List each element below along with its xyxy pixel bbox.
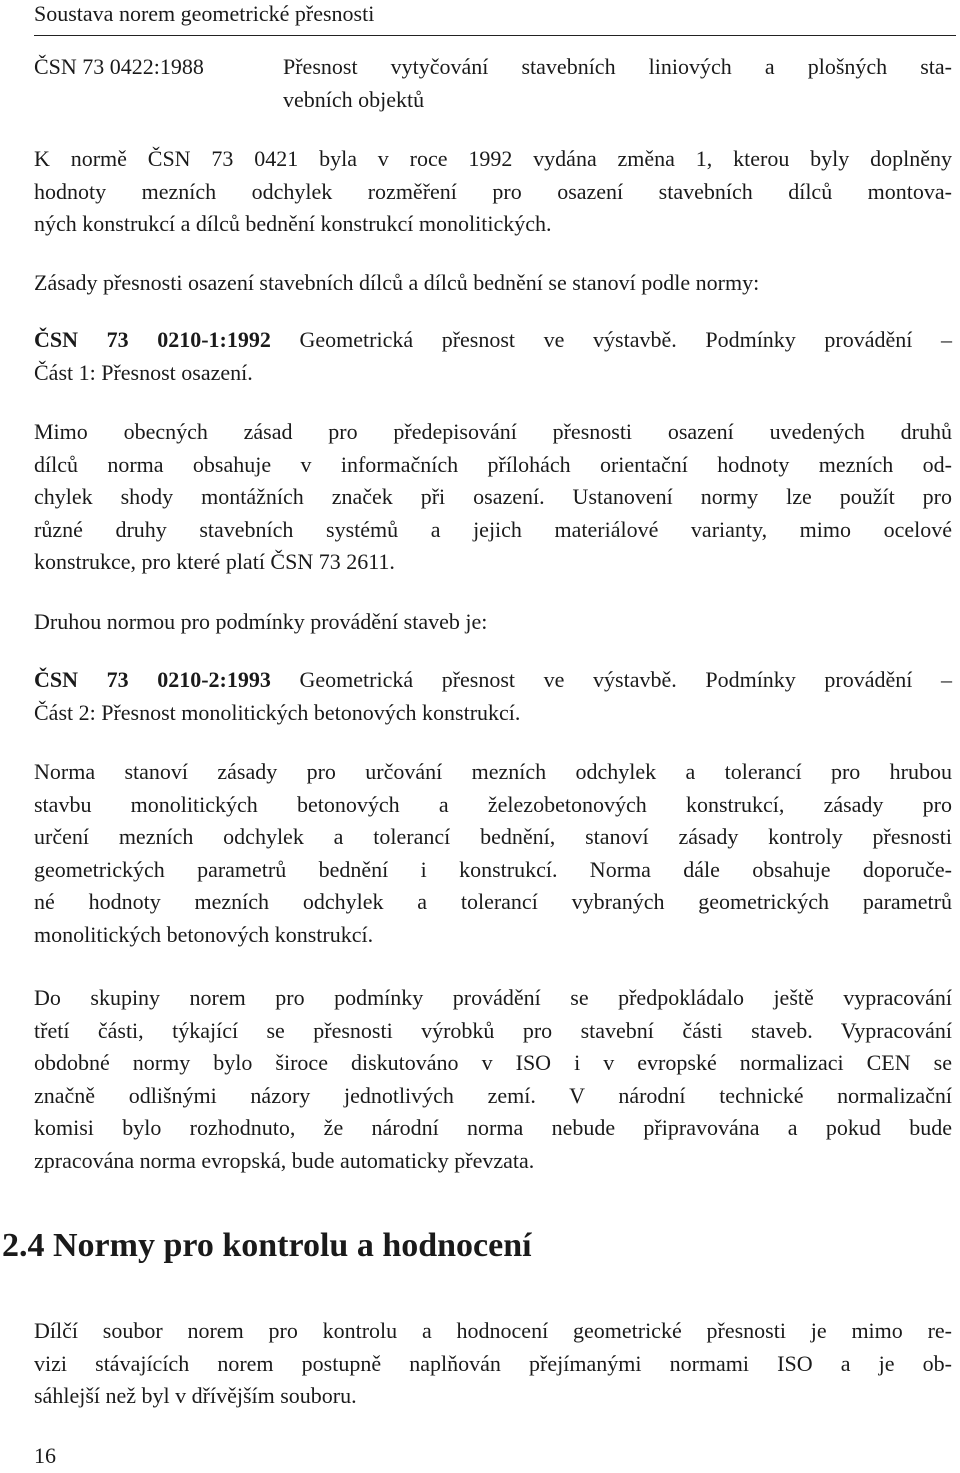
text-line: konstrukce, pro které platí ČSN 73 2611.: [34, 549, 395, 574]
standard-ref-line: Část 1: Přesnost osazení.: [34, 359, 253, 385]
text-line: Norma stanoví zásady pro určování mezních odchylek a tolerancí pro hrubou: [34, 759, 952, 784]
paragraph-control-standards: [34, 1315, 952, 1413]
text-line: chylek shody montážních značek při osazení. Ustanovení normy lze použít pro: [34, 484, 952, 509]
text-line: hodnoty mezních odchylek rozměření pro osazení stavebních dílců montova-: [34, 178, 952, 204]
standard-title-line: vebních objektů: [283, 86, 425, 112]
text-line: stavbu monolitických betonových a železobetonových konstrukcí, zásady pro: [34, 791, 952, 817]
standard-ref-line: [34, 324, 952, 357]
standard-ref-code: ČSN 73 0210-2:1993: [34, 667, 271, 692]
standard-ref-code: ČSN 73 0210-1:1992: [34, 327, 271, 352]
text-line: Mimo obecných zásad pro předepisování přesnosti osazení uvedených druhů: [34, 419, 952, 444]
text-line: Do skupiny norem pro podmínky provádění se předpokládalo ještě vypracování: [34, 985, 952, 1010]
text-line: ných konstrukcí a dílců bednění konstrukcí monolitických.: [34, 211, 552, 236]
standard-ref-line: Část 2: Přesnost monolitických betonových konstrukcí.: [34, 699, 521, 725]
text-line: komisi bylo rozhodnuto, že národní norma nebude připravována a pokud bude: [34, 1115, 952, 1140]
text-line: K normě ČSN 73 0421 byla v roce 1992 vydána změna 1, kterou byly doplněny: [34, 146, 952, 171]
text-line: určení mezních odchylek a tolerancí bednění, stanoví zásady kontroly přesnosti: [34, 824, 952, 849]
text-line: geometrických parametrů bednění i konstrukcí. Norma dále obsahuje doporuče-: [34, 856, 952, 882]
text-line: různé druhy stavebních systémů a jejich materiálové varianty, mimo ocelové: [34, 516, 952, 542]
text-line: né hodnoty mezních odchylek a tolerancí vybraných geometrických parametrů: [34, 889, 952, 914]
standard-title: [283, 51, 952, 116]
text-line: Dílčí soubor norem pro kontrolu a hodnocení geometrické přesnosti je mimo re-: [34, 1318, 952, 1343]
text-line: třetí části, týkající se přesnosti výrobků pro stavební části staveb. Vypracování: [34, 1017, 952, 1043]
text-line: monolitických betonových konstrukcí.: [34, 921, 374, 947]
standard-code: ČSN 73 0422:1988: [34, 54, 204, 79]
text-line: zpracována norma evropská, bude automaticky převzata.: [34, 1147, 535, 1173]
standard-ref-title: Geometrická přesnost ve výstavbě. Podmínky provádění –: [270, 327, 952, 352]
paragraph-third-part: [34, 982, 952, 1177]
text-line: vizi stávajících norem postupně naplňován přejímanými normami ISO a je ob-: [34, 1350, 952, 1376]
standard-ref-line: [34, 664, 952, 697]
text-line: sáhlejší než byl v dřívějším souboru.: [34, 1383, 357, 1408]
standard-ref-0210-1: [34, 324, 952, 389]
text-line: Zásady přesnosti osazení stavebních dílců a dílců bednění se stanoví podle normy:: [34, 270, 760, 295]
text-line: dílců norma obsahuje v informačních přílohách orientační hodnoty mezních od-: [34, 451, 952, 477]
standard-ref-0210-2: [34, 664, 952, 729]
running-header: Soustava norem geometrické přesnosti: [34, 0, 956, 36]
page-number: 16: [34, 1443, 56, 1468]
paragraph-0210-1-description: [34, 416, 952, 579]
text-line: značně odlišnými názory jednotlivých zemí. V národní technické normalizační: [34, 1082, 952, 1108]
paragraph-principles: [34, 267, 952, 300]
section-heading: 2.4 Normy pro kontrolu a hodnocení: [2, 1227, 532, 1264]
text-line: obdobné normy bylo široce diskutováno v ISO i v evropské normalizaci CEN se: [34, 1050, 952, 1075]
paragraph-second-standard: [34, 606, 952, 639]
standard-title-line: Přesnost vytyčování stavebních liniových a plošných sta-: [283, 54, 952, 79]
text-line: Druhou normou pro podmínky provádění staveb je:: [34, 609, 488, 634]
standard-ref-title: Geometrická přesnost ve výstavbě. Podmínky provádění –: [270, 667, 952, 692]
paragraph-0210-2-description: [34, 756, 952, 951]
paragraph-amendment: [34, 143, 952, 241]
